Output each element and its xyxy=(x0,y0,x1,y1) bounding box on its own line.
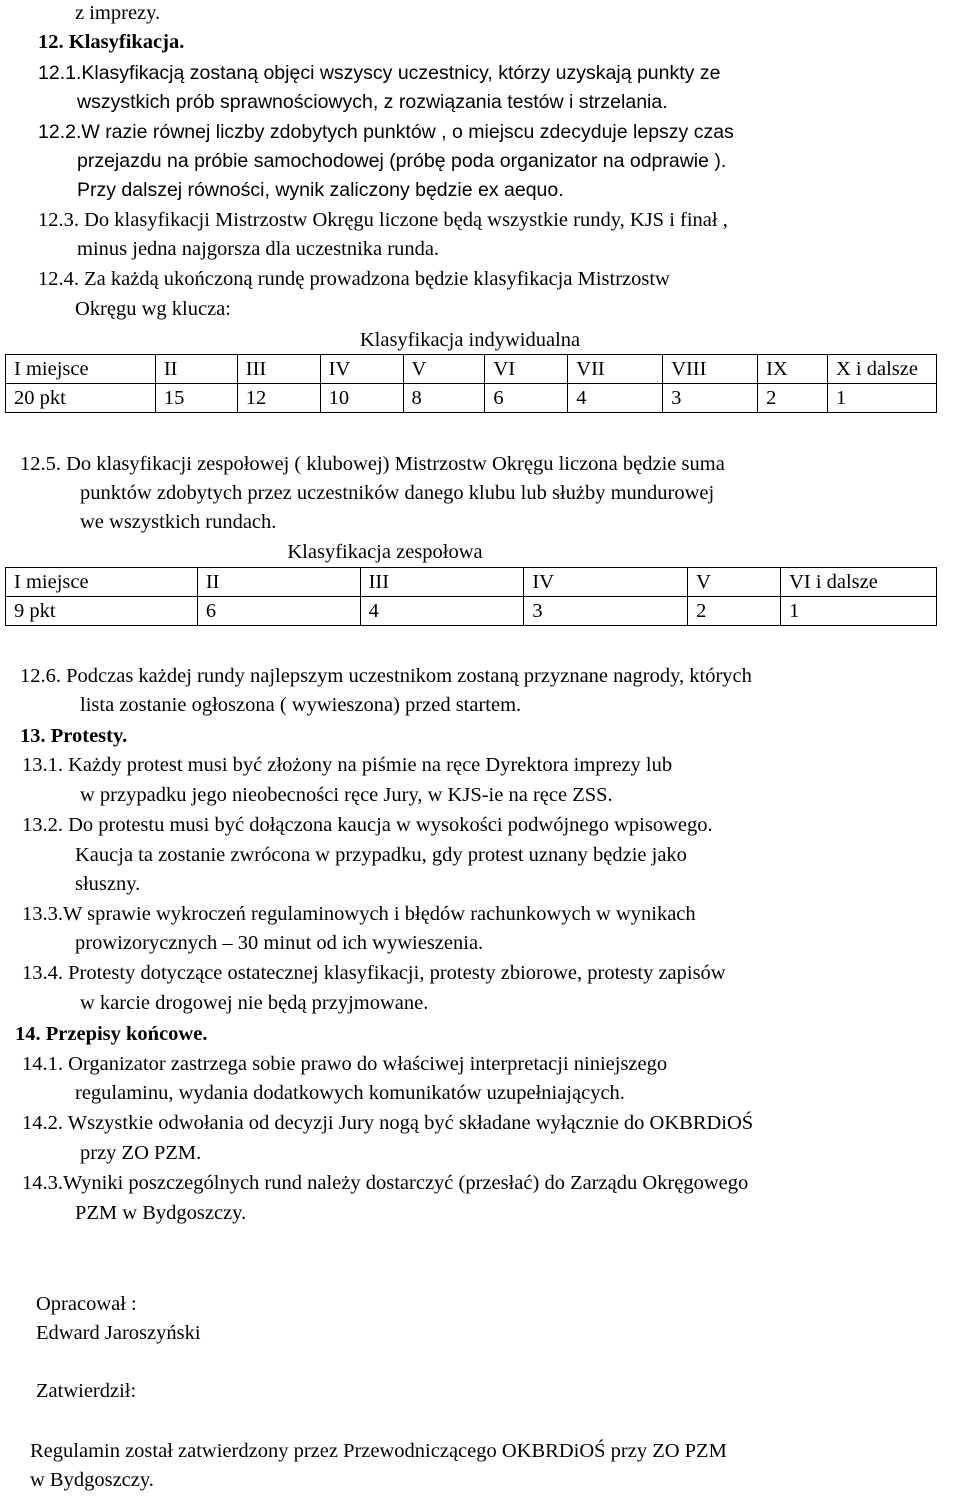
para-14-1-line-2: regulaminu, wydania dodatkowych komunikatów uzupełniających. xyxy=(75,1082,625,1104)
para-13-1-line-2: w przypadku jego nieobecności ręce Jury, w KJS-ie na ręce ZSS. xyxy=(80,784,613,806)
points-cell: 12 xyxy=(237,384,320,413)
points-cell: 4 xyxy=(360,597,524,626)
prepared-by-label: Opracował : xyxy=(36,1293,137,1315)
points-cell: 6 xyxy=(485,384,568,413)
para-12-2-line-2: przejazdu na próbie samochodowej (próbę poda organizator na odprawie ). xyxy=(77,150,727,172)
para-12-5-line-3: we wszystkich rundach. xyxy=(80,511,277,533)
points-cell: 3 xyxy=(524,597,688,626)
para-13-2-line-2: Kaucja ta zostanie zwrócona w przypadku, gdy protest uznany będzie jako xyxy=(75,844,687,866)
place-cell: II xyxy=(197,568,360,597)
approval-line-1: Regulamin został zatwierdzony przez Przewodniczącego OKBRDiOŚ przy ZO PZM xyxy=(30,1440,727,1462)
para-12-5-line-2: punktów zdobytych przez uczestników danego klubu lub służby mundurowej xyxy=(80,482,715,504)
para-13-4-line-2: w karcie drogowej nie będą przyjmowane. xyxy=(80,992,429,1014)
para-13-4-line-1: 13.4. Protesty dotyczące ostatecznej klasyfikacji, protesty zbiorowe, protesty zapisów xyxy=(22,962,726,984)
section-12-heading: 12. Klasyfikacja. xyxy=(38,31,185,53)
para-14-2-line-2: przy ZO PZM. xyxy=(80,1142,202,1164)
para-14-3-line-2: PZM w Bydgoszczy. xyxy=(75,1202,247,1224)
para-12-1-line-2: wszystkich prób sprawnościowych, z rozwiązania testów i strzelania. xyxy=(77,91,668,113)
approval-line-2: w Bydgoszczy. xyxy=(30,1469,154,1491)
place-cell: V xyxy=(403,355,485,384)
points-cell: 1 xyxy=(827,384,936,413)
place-cell: I miejsce xyxy=(6,568,198,597)
team-classification-table xyxy=(5,567,937,626)
points-cell: 8 xyxy=(403,384,485,413)
place-cell: VII xyxy=(568,355,663,384)
individual-table-title: Klasyfikacja indywidualna xyxy=(359,329,581,351)
para-12-6-line-1: 12.6. Podczas każdej rundy najlepszym uczestnikom zostaną przyznane nagrody, których xyxy=(20,665,752,687)
prepared-by-name: Edward Jaroszyński xyxy=(36,1322,201,1344)
para-13-3-line-1: 13.3.W sprawie wykroczeń regulaminowych i błędów rachunkowych w wynikach xyxy=(22,903,696,925)
para-12-1-line-1: 12.1.Klasyfikacją zostaną objęci wszyscy uczestnicy, którzy uzyskają punkty ze xyxy=(38,62,721,84)
place-cell: IV xyxy=(524,568,688,597)
para-12-4-line-1: 12.4. Za każdą ukończoną rundę prowadzona będzie klasyfikacja Mistrzostw xyxy=(38,268,670,290)
continuation-text: z imprezy. xyxy=(75,2,161,24)
section-14-heading: 14. Przepisy końcowe. xyxy=(15,1023,208,1045)
place-cell: IV xyxy=(320,355,403,384)
points-cell: 15 xyxy=(155,384,237,413)
place-cell: X i dalsze xyxy=(827,355,936,384)
table-row xyxy=(6,384,937,413)
approved-by-label: Zatwierdził: xyxy=(36,1380,137,1402)
para-13-1-line-1: 13.1. Każdy protest musi być złożony na piśmie na ręce Dyrektora imprezy lub xyxy=(22,754,673,776)
table-row xyxy=(6,597,937,626)
place-cell: VI xyxy=(485,355,568,384)
para-14-1-line-1: 14.1. Organizator zastrzega sobie prawo do właściwej interpretacji niniejszego xyxy=(22,1053,668,1075)
table-row xyxy=(6,568,937,597)
points-cell: 6 xyxy=(197,597,360,626)
points-cell: 4 xyxy=(568,384,663,413)
para-12-3-line-2: minus jedna najgorsza dla uczestnika runda. xyxy=(77,238,440,260)
points-cell: 1 xyxy=(781,597,937,626)
place-cell: II xyxy=(155,355,237,384)
points-cell: 20 pkt xyxy=(6,384,156,413)
para-13-3-line-2: prowizorycznych – 30 minut od ich wywieszenia. xyxy=(75,932,484,954)
para-14-3-line-1: 14.3.Wyniki poszczególnych rund należy dostarczyć (przesłać) do Zarządu Okręgowego xyxy=(22,1172,749,1194)
place-cell: V xyxy=(688,568,781,597)
points-cell: 2 xyxy=(688,597,781,626)
table-row xyxy=(6,355,937,384)
para-12-2-line-3: Przy dalszej równości, wynik zaliczony będzie ex aequo. xyxy=(77,179,564,201)
para-12-5-line-1: 12.5. Do klasyfikacji zespołowej ( klubowej) Mistrzostw Okręgu liczona będzie suma xyxy=(20,453,725,475)
para-13-2-line-1: 13.2. Do protestu musi być dołączona kaucja w wysokości podwójnego wpisowego. xyxy=(22,814,713,836)
para-12-3-line-1: 12.3. Do klasyfikacji Mistrzostw Okręgu liczone będą wszystkie rundy, KJS i finał , xyxy=(38,209,728,231)
place-cell: IX xyxy=(758,355,828,384)
para-12-6-line-2: lista zostanie ogłoszona ( wywieszona) przed startem. xyxy=(80,694,522,716)
points-cell: 3 xyxy=(663,384,758,413)
para-12-2-line-1: 12.2.W razie równej liczby zdobytych punktów , o miejscu zdecyduje lepszy czas xyxy=(38,121,734,143)
points-cell: 9 pkt xyxy=(6,597,198,626)
para-12-4-line-2: Okręgu wg klucza: xyxy=(75,298,231,320)
place-cell: VI i dalsze xyxy=(781,568,937,597)
place-cell: VIII xyxy=(663,355,758,384)
individual-classification-table xyxy=(5,354,937,413)
place-cell: III xyxy=(360,568,524,597)
para-14-2-line-1: 14.2. Wszystkie odwołania od decyzji Jury nogą być składane wyłącznie do OKBRDiOŚ xyxy=(22,1112,754,1134)
points-cell: 2 xyxy=(758,384,828,413)
para-13-2-line-3: słuszny. xyxy=(75,873,141,895)
place-cell: I miejsce xyxy=(6,355,156,384)
points-cell: 10 xyxy=(320,384,403,413)
team-table-title: Klasyfikacja zespołowa xyxy=(287,541,483,563)
section-13-heading: 13. Protesty. xyxy=(20,725,128,747)
place-cell: III xyxy=(237,355,320,384)
